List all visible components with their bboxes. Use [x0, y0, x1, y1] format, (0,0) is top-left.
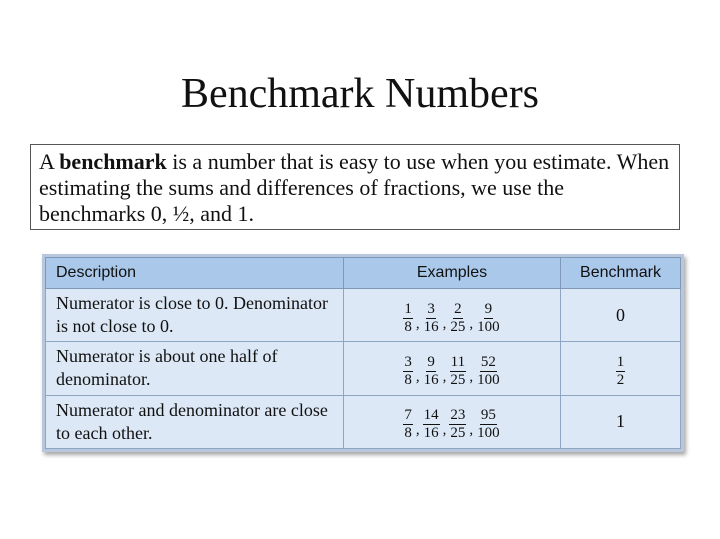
- benchmark-fraction: [615, 355, 627, 388]
- row-benchmark: [561, 342, 681, 395]
- table-row: [46, 342, 681, 395]
- fraction-denominator: 2: [616, 371, 625, 388]
- fraction-numerator: 3: [404, 353, 412, 370]
- table-row: [46, 289, 681, 342]
- fraction-numerator: 11: [450, 353, 466, 370]
- fraction-numerator: 52: [480, 353, 496, 370]
- definition-text: is a number that is easy to use when you estimate. When estimating the sums and differences of fractions, we use the benchmarks 0, ½, and 1.: [39, 149, 670, 226]
- fraction-denominator: 8: [404, 318, 412, 335]
- fraction-denominator: 100: [477, 371, 500, 388]
- example-fraction: [475, 355, 502, 388]
- fraction-numerator: 7: [404, 407, 412, 424]
- row-benchmark: [561, 395, 681, 448]
- fraction-denominator: 16: [423, 371, 439, 388]
- comma-separator: ,: [442, 368, 447, 385]
- comma-separator: ,: [442, 315, 447, 332]
- example-fraction: [422, 355, 441, 388]
- fraction-numerator: 23: [450, 407, 466, 424]
- row-description: Numerator and denominator are close to each other.: [46, 395, 344, 448]
- comma-separator: ,: [442, 422, 447, 439]
- definition-box: [30, 144, 680, 230]
- example-fraction: [402, 355, 414, 388]
- table-header-row: [46, 258, 681, 289]
- page-title: Benchmark Numbers: [180, 71, 540, 117]
- benchmark-value: 1: [616, 411, 625, 432]
- row-examples: [344, 342, 561, 395]
- fraction-numerator: 1: [616, 353, 625, 370]
- row-description: Numerator is about one half of denominator.: [46, 342, 344, 395]
- header-description: Description: [46, 258, 344, 289]
- example-fraction: [448, 408, 467, 441]
- table-row: [46, 395, 681, 448]
- comma-separator: ,: [469, 368, 474, 385]
- fraction-denominator: 25: [450, 425, 466, 442]
- comma-separator: ,: [415, 422, 420, 439]
- definition-term: benchmark: [59, 149, 167, 174]
- comma-separator: ,: [469, 422, 474, 439]
- fraction-numerator: 2: [454, 300, 462, 317]
- example-fraction: [448, 355, 467, 388]
- fraction-denominator: 25: [450, 371, 466, 388]
- header-examples: Examples: [344, 258, 561, 289]
- fraction-numerator: 14: [423, 407, 439, 424]
- fraction-numerator: 9: [427, 353, 435, 370]
- example-fraction: [475, 302, 502, 335]
- fraction-numerator: 95: [480, 407, 496, 424]
- fraction-denominator: 8: [404, 425, 412, 442]
- fraction-denominator: 100: [477, 318, 500, 335]
- comma-separator: ,: [415, 315, 420, 332]
- row-benchmark: [561, 289, 681, 342]
- fraction-denominator: 25: [450, 318, 466, 335]
- example-fraction: [402, 302, 414, 335]
- fraction-numerator: 1: [404, 300, 412, 317]
- fraction-denominator: 100: [477, 425, 500, 442]
- row-description: Numerator is close to 0. Denominator is not close to 0.: [46, 289, 344, 342]
- header-benchmark: Benchmark: [561, 258, 681, 289]
- definition-prefix: A: [39, 149, 60, 174]
- benchmark-table: [42, 254, 684, 452]
- example-fraction: [448, 302, 467, 335]
- fraction-denominator: 8: [404, 371, 412, 388]
- fraction-numerator: 9: [484, 300, 493, 317]
- row-examples: [344, 289, 561, 342]
- example-fraction: [475, 408, 502, 441]
- row-examples: [344, 395, 561, 448]
- fraction-denominator: 16: [423, 318, 439, 335]
- comma-separator: ,: [469, 315, 474, 332]
- example-fraction: [422, 408, 441, 441]
- fraction-denominator: 16: [423, 425, 439, 442]
- example-fraction: [422, 302, 441, 335]
- comma-separator: ,: [415, 368, 420, 385]
- fraction-numerator: 3: [427, 300, 435, 317]
- example-fraction: [402, 408, 414, 441]
- benchmark-value: 0: [616, 304, 625, 325]
